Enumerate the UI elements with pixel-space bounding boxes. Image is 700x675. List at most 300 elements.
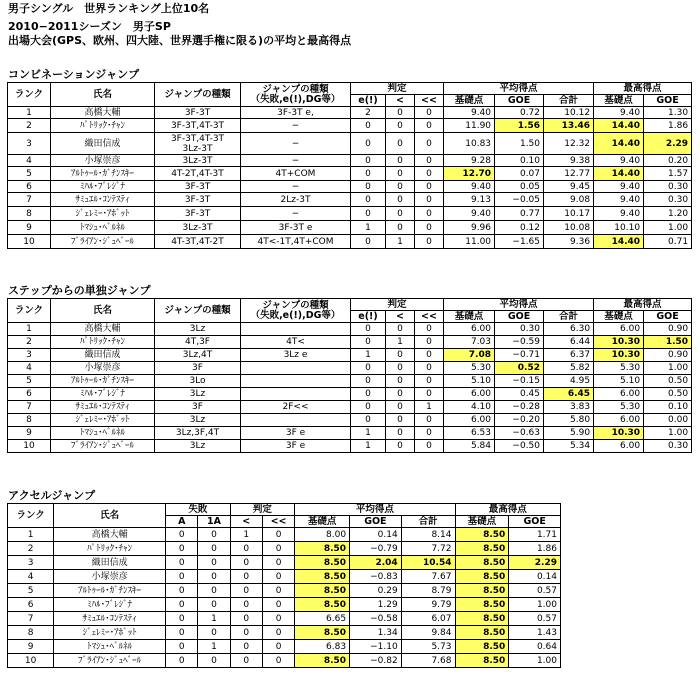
cell-goe: 0.12: [495, 221, 544, 235]
cell-total: 10.17: [544, 207, 594, 221]
cell-name: ﾌﾞﾗｲｱﾝ･ｼﾞｭﾍﾞｰﾙ: [54, 654, 166, 668]
cell-base: 7.08: [444, 349, 495, 362]
cell-ltlt: 0: [415, 193, 444, 207]
table-row: [8, 626, 561, 640]
cell-mgoe: 1.86: [644, 119, 692, 133]
cell-one_a: 0: [198, 654, 230, 668]
cell-jt2: [241, 375, 351, 388]
cell-rank: 10: [8, 235, 51, 249]
cell-name: ｻﾐｭｴﾙ･ｺﾝﾃｽﾃｨ: [54, 612, 166, 626]
cell-ltlt: 0: [415, 221, 444, 235]
cell-total: 10.08: [544, 221, 594, 235]
cell-e: 0: [351, 388, 386, 401]
col-max: 最高得点: [455, 504, 561, 516]
table-row: [8, 119, 692, 133]
cell-e: 0: [351, 155, 386, 167]
table-row: [8, 375, 692, 388]
col-ltlt: <<: [262, 516, 294, 528]
cell-base: 4.10: [444, 401, 495, 414]
cell-lt: 0: [230, 598, 262, 612]
table-row: [8, 167, 692, 181]
col-fail: 失敗: [166, 504, 231, 516]
cell-mgoe: 0.20: [644, 155, 692, 167]
cell-goe: 1.29: [350, 598, 402, 612]
cell-jt2: [241, 323, 351, 336]
cell-ltlt: 0: [262, 528, 294, 542]
cell-goe: −0.05: [495, 193, 544, 207]
cell-e: 1: [351, 221, 386, 235]
cell-rank: 5: [8, 167, 51, 181]
cell-ltlt: 0: [415, 119, 444, 133]
cell-goe: −0.58: [350, 612, 402, 626]
cell-mgoe: 0.10: [644, 401, 692, 414]
col-name: 氏名: [51, 83, 155, 107]
cell-ltlt: 0: [415, 375, 444, 388]
table-row: [8, 235, 692, 249]
table-row: [8, 133, 692, 155]
cell-base: 8.50: [295, 654, 350, 668]
cell-goe: −0.79: [350, 542, 402, 556]
cell-lt: 0: [386, 388, 415, 401]
cell-one_a: 1: [198, 640, 230, 654]
cell-jt: 3Lz-3T: [155, 221, 241, 235]
col-a: A: [166, 516, 198, 528]
col-jumptype: ジャンプの種類: [155, 83, 241, 107]
col-jumptype-detail: ジャンプの種類 （失敗,e(!),DG等）: [241, 83, 351, 107]
cell-rank: 4: [8, 155, 51, 167]
cell-total: 6.37: [544, 349, 594, 362]
cell-jt: 3F-3T: [155, 193, 241, 207]
cell-jt2: −: [241, 207, 351, 221]
table-row: [8, 401, 692, 414]
col-lt: <: [386, 311, 415, 323]
table-row: [8, 207, 692, 221]
cell-ltlt: 1: [415, 401, 444, 414]
cell-rank: 6: [8, 181, 51, 193]
cell-mgoe: 1.86: [509, 542, 561, 556]
cell-mbase: 9.40: [594, 155, 644, 167]
cell-total: 9.79: [401, 598, 455, 612]
cell-rank: 8: [8, 207, 51, 221]
cell-base: 8.50: [295, 570, 350, 584]
cell-base: 9.40: [444, 181, 495, 193]
cell-mgoe: 1.00: [644, 221, 692, 235]
col-lt: <: [230, 516, 262, 528]
cell-rank: 1: [8, 528, 54, 542]
cell-rank: 6: [8, 388, 51, 401]
cell-name: ﾊﾟﾄﾘｯｸ･ﾁｬﾝ: [51, 336, 155, 349]
cell-goe: 1.34: [350, 626, 402, 640]
cell-mbase: 9.40: [594, 181, 644, 193]
cell-one_a: 1: [198, 612, 230, 626]
col-base: 基礎点: [444, 95, 495, 107]
cell-rank: 10: [8, 440, 51, 453]
cell-total: 6.30: [544, 323, 594, 336]
cell-goe: −0.50: [495, 440, 544, 453]
cell-mgoe: 0.50: [644, 375, 692, 388]
table-row: [8, 612, 561, 626]
cell-rank: 5: [8, 375, 51, 388]
cell-mbase: 10.30: [594, 349, 644, 362]
cell-jt2: −: [241, 155, 351, 167]
cell-ltlt: 0: [415, 427, 444, 440]
cell-rank: 9: [8, 221, 51, 235]
cell-name: ﾄﾏｼｭ･ﾍﾞﾙﾈﾙ: [51, 427, 155, 440]
cell-mbase: 9.40: [594, 107, 644, 119]
cell-a: 0: [166, 584, 198, 598]
cell-a: 0: [166, 528, 198, 542]
cell-jt2: [241, 362, 351, 375]
combo-table: [7, 82, 692, 249]
cell-rank: 9: [8, 640, 54, 654]
cell-total: 10.12: [544, 107, 594, 119]
cell-jt2: −: [241, 181, 351, 193]
cell-base: 6.00: [444, 388, 495, 401]
cell-rank: 8: [8, 626, 54, 640]
cell-base: 9.28: [444, 155, 495, 167]
table-row: [8, 440, 692, 453]
cell-mgoe: 0.30: [644, 440, 692, 453]
cell-total: 9.38: [544, 155, 594, 167]
cell-rank: 3: [8, 349, 51, 362]
cell-goe: −0.63: [495, 427, 544, 440]
cell-jt2: 3Lz e: [241, 349, 351, 362]
cell-ltlt: 0: [262, 640, 294, 654]
cell-mbase: 5.30: [594, 362, 644, 375]
cell-ltlt: 0: [262, 626, 294, 640]
cell-rank: 6: [8, 598, 54, 612]
cell-jt2: 3F e: [241, 427, 351, 440]
cell-mbase: 9.40: [594, 207, 644, 221]
cell-rank: 3: [8, 133, 51, 155]
table-row: [8, 556, 561, 570]
cell-total: 7.68: [401, 654, 455, 668]
cell-rank: 7: [8, 193, 51, 207]
cell-jt2: −: [241, 133, 351, 155]
cell-name: 織田信成: [51, 349, 155, 362]
cell-mgoe: 0.50: [644, 388, 692, 401]
cell-ltlt: 0: [415, 235, 444, 249]
cell-rank: 1: [8, 107, 51, 119]
cell-goe: 0.07: [495, 167, 544, 181]
cell-rank: 3: [8, 556, 54, 570]
cell-rank: 2: [8, 336, 51, 349]
cell-base: 5.30: [444, 362, 495, 375]
cell-mgoe: 1.43: [509, 626, 561, 640]
cell-base: 6.83: [295, 640, 350, 654]
table-row: [8, 427, 692, 440]
cell-mgoe: 0.14: [509, 570, 561, 584]
cell-goe: 0.77: [495, 207, 544, 221]
cell-lt: 0: [386, 155, 415, 167]
cell-base: 9.96: [444, 221, 495, 235]
cell-jt: 3Lz: [155, 388, 241, 401]
col-jumptype: ジャンプの種類: [155, 299, 241, 323]
cell-lt: 0: [386, 133, 415, 155]
cell-goe: −0.28: [495, 401, 544, 414]
cell-mbase: 10.10: [594, 221, 644, 235]
cell-jt: 3F: [155, 362, 241, 375]
cell-mbase: 14.40: [594, 133, 644, 155]
col-avg: 平均得点: [295, 504, 455, 516]
cell-mbase: 10.30: [594, 336, 644, 349]
cell-jt2: [241, 388, 351, 401]
cell-mgoe: 0.30: [644, 181, 692, 193]
cell-a: 0: [166, 640, 198, 654]
cell-goe: 0.10: [495, 155, 544, 167]
cell-jt: 3Lz-3T: [155, 155, 241, 167]
cell-mbase: 8.50: [455, 598, 509, 612]
table-row: [8, 107, 692, 119]
axel-table: [7, 503, 561, 668]
cell-lt: 0: [386, 207, 415, 221]
cell-ltlt: 0: [415, 323, 444, 336]
cell-lt: 0: [386, 362, 415, 375]
table-row: [8, 570, 561, 584]
cell-lt: 0: [386, 323, 415, 336]
cell-mgoe: 1.30: [644, 107, 692, 119]
cell-jt2: 4T+COM: [241, 167, 351, 181]
cell-base: 9.40: [444, 207, 495, 221]
cell-name: ﾊﾟﾄﾘｯｸ･ﾁｬﾝ: [54, 542, 166, 556]
cell-lt: 0: [386, 193, 415, 207]
table-row: [8, 336, 692, 349]
cell-a: 0: [166, 612, 198, 626]
cell-mbase: 8.50: [455, 584, 509, 598]
col-judge: 判定: [351, 299, 444, 311]
cell-goe: −0.82: [350, 654, 402, 668]
cell-jt2: −: [241, 119, 351, 133]
cell-total: 5.90: [544, 427, 594, 440]
cell-total: 6.45: [544, 388, 594, 401]
cell-one_a: 0: [198, 556, 230, 570]
season-subtitle: 2010−2011シーズン 男子SP: [8, 20, 171, 33]
cell-mbase: 8.50: [455, 542, 509, 556]
cell-goe: −0.20: [495, 414, 544, 427]
col-rank: ランク: [8, 299, 51, 323]
cell-jt: 3F: [155, 401, 241, 414]
table-row: [8, 155, 692, 167]
table-row: [8, 388, 692, 401]
cell-jt: 3Lz: [155, 440, 241, 453]
cell-mgoe: 1.00: [509, 598, 561, 612]
col-ltlt: <<: [415, 311, 444, 323]
cell-mgoe: 1.57: [644, 167, 692, 181]
col-ltlt: <<: [415, 95, 444, 107]
cell-mgoe: 2.29: [644, 133, 692, 155]
col-name: 氏名: [54, 504, 166, 528]
cell-e: 1: [351, 427, 386, 440]
cell-name: 高橋大輔: [51, 107, 155, 119]
cell-a: 0: [166, 626, 198, 640]
cell-goe: 0.52: [495, 362, 544, 375]
cell-name: ﾌﾞﾗｲｱﾝ･ｼﾞｭﾍﾞｰﾙ: [51, 440, 155, 453]
cell-base: 8.50: [295, 598, 350, 612]
cell-total: 9.08: [544, 193, 594, 207]
cell-lt: 0: [230, 570, 262, 584]
cell-jt: 3Lz: [155, 323, 241, 336]
cell-rank: 10: [8, 654, 54, 668]
col-max-base: 基礎点: [594, 311, 644, 323]
col-lt: <: [386, 95, 415, 107]
cell-name: ｻﾐｭｴﾙ･ｺﾝﾃｽﾃｨ: [51, 401, 155, 414]
cell-mbase: 6.00: [594, 440, 644, 453]
cell-name: ﾐﾊﾙ･ﾌﾞﾚｼﾞﾅ: [51, 181, 155, 193]
cell-name: 小塚崇彦: [51, 362, 155, 375]
cell-rank: 7: [8, 612, 54, 626]
cell-e: 0: [351, 362, 386, 375]
cell-rank: 5: [8, 584, 54, 598]
cell-lt: 0: [386, 167, 415, 181]
cell-total: 12.77: [544, 167, 594, 181]
cell-total: 7.72: [401, 542, 455, 556]
col-max-base: 基礎点: [594, 95, 644, 107]
cell-a: 0: [166, 556, 198, 570]
cell-base: 11.00: [444, 235, 495, 249]
cell-total: 13.46: [544, 119, 594, 133]
cell-lt: 0: [230, 640, 262, 654]
cell-goe: 1.56: [495, 119, 544, 133]
cell-jt2: 2F<<: [241, 401, 351, 414]
cell-e: 0: [351, 414, 386, 427]
cell-e: 0: [351, 323, 386, 336]
cell-total: 3.83: [544, 401, 594, 414]
cell-lt: 0: [230, 556, 262, 570]
cell-total: 6.44: [544, 336, 594, 349]
cell-one_a: 0: [198, 584, 230, 598]
cell-e: 0: [351, 375, 386, 388]
cell-lt: 0: [386, 107, 415, 119]
cell-mbase: 8.50: [455, 570, 509, 584]
cell-jt: 3Lo: [155, 375, 241, 388]
cell-total: 9.45: [544, 181, 594, 193]
col-max: 最高得点: [594, 299, 692, 311]
table-row: [8, 640, 561, 654]
cell-mgoe: 1.00: [644, 362, 692, 375]
cell-jt2: 4T<-1T,4T+COM: [241, 235, 351, 249]
cell-rank: 4: [8, 570, 54, 584]
cell-one_a: 0: [198, 570, 230, 584]
cell-mbase: 14.40: [594, 119, 644, 133]
table-row: [8, 598, 561, 612]
cell-lt: 0: [230, 626, 262, 640]
cell-e: 1: [351, 440, 386, 453]
cell-jt2: 3F-3T e,: [241, 107, 351, 119]
cell-ltlt: 0: [262, 612, 294, 626]
col-goe: GOE: [495, 95, 544, 107]
col-max-goe: GOE: [644, 311, 692, 323]
cell-name: ｱﾙﾄｩｰﾙ･ｶﾞﾁﾝｽｷｰ: [51, 375, 155, 388]
cell-total: 12.32: [544, 133, 594, 155]
cell-base: 6.53: [444, 427, 495, 440]
cell-goe: 2.04: [350, 556, 402, 570]
cell-jt: 3Lz,4T: [155, 349, 241, 362]
table-row: [8, 193, 692, 207]
cell-one_a: 0: [198, 542, 230, 556]
cell-ltlt: 0: [415, 349, 444, 362]
cell-goe: −1.10: [350, 640, 402, 654]
col-base: 基礎点: [444, 311, 495, 323]
cell-jt: 3F-3T: [155, 181, 241, 193]
cell-mgoe: 0.90: [644, 323, 692, 336]
cell-total: 7.67: [401, 570, 455, 584]
cell-mgoe: 0.57: [509, 584, 561, 598]
cell-base: 6.00: [444, 414, 495, 427]
cell-total: 5.73: [401, 640, 455, 654]
cell-ltlt: 0: [415, 133, 444, 155]
cell-name: ﾐﾊﾙ･ﾌﾞﾚｼﾞﾅ: [51, 388, 155, 401]
cell-rank: 4: [8, 362, 51, 375]
cell-base: 8.50: [295, 542, 350, 556]
cell-goe: −0.71: [495, 349, 544, 362]
cell-lt: 0: [386, 427, 415, 440]
cell-mbase: 6.00: [594, 414, 644, 427]
cell-e: 0: [351, 181, 386, 193]
cell-mgoe: 1.00: [644, 427, 692, 440]
cell-total: 4.95: [544, 375, 594, 388]
cell-lt: 0: [230, 654, 262, 668]
table-row: [8, 349, 692, 362]
cell-jt2: 3F-3T e: [241, 221, 351, 235]
cell-lt: 0: [386, 119, 415, 133]
col-max: 最高得点: [594, 83, 692, 95]
cell-mbase: 10.30: [594, 427, 644, 440]
cell-jt2: 3F e: [241, 440, 351, 453]
cell-name: ﾐﾊﾙ･ﾌﾞﾚｼﾞﾅ: [54, 598, 166, 612]
cell-rank: 7: [8, 401, 51, 414]
cell-rank: 2: [8, 119, 51, 133]
cell-base: 5.84: [444, 440, 495, 453]
cell-jt2: [241, 414, 351, 427]
cell-mbase: 5.10: [594, 375, 644, 388]
cell-jt: 3F-3T,4T-3T: [155, 119, 241, 133]
cell-mgoe: 0.90: [644, 349, 692, 362]
cell-mgoe: 1.50: [644, 336, 692, 349]
cell-ltlt: 0: [262, 654, 294, 668]
cell-lt: 0: [386, 349, 415, 362]
cell-jt: 4T-2T,4T-3T: [155, 167, 241, 181]
cell-goe: −0.15: [495, 375, 544, 388]
col-max-base: 基礎点: [455, 516, 509, 528]
cell-name: ｱﾙﾄｩｰﾙ･ｶﾞﾁﾝｽｷｰ: [54, 584, 166, 598]
col-rank: ランク: [8, 504, 54, 528]
col-base: 基礎点: [295, 516, 350, 528]
cell-lt: 0: [230, 612, 262, 626]
cell-total: 8.79: [401, 584, 455, 598]
cell-e: 0: [351, 401, 386, 414]
col-goe: GOE: [495, 311, 544, 323]
cell-ltlt: 0: [415, 362, 444, 375]
cell-a: 0: [166, 654, 198, 668]
axel-section-title: アクセルジャンプ: [8, 489, 96, 502]
cell-jt: 4T,3F: [155, 336, 241, 349]
col-rank: ランク: [8, 83, 51, 107]
cell-e: 0: [351, 235, 386, 249]
cell-mgoe: 0.00: [644, 414, 692, 427]
cell-ltlt: 0: [415, 167, 444, 181]
col-max-goe: GOE: [509, 516, 561, 528]
cell-mbase: 8.50: [455, 626, 509, 640]
cell-mbase: 6.00: [594, 323, 644, 336]
cell-name: ｻﾐｭｴﾙ･ｺﾝﾃｽﾃｨ: [51, 193, 155, 207]
table-row: [8, 542, 561, 556]
cell-mbase: 8.50: [455, 612, 509, 626]
cell-jt: 3Lz,3F,4T: [155, 427, 241, 440]
col-jumptype-detail: ジャンプの種類 （失敗,e(!),DG等）: [241, 299, 351, 323]
cell-name: 織田信成: [54, 556, 166, 570]
cell-ltlt: 0: [415, 207, 444, 221]
cell-mgoe: 0.64: [509, 640, 561, 654]
